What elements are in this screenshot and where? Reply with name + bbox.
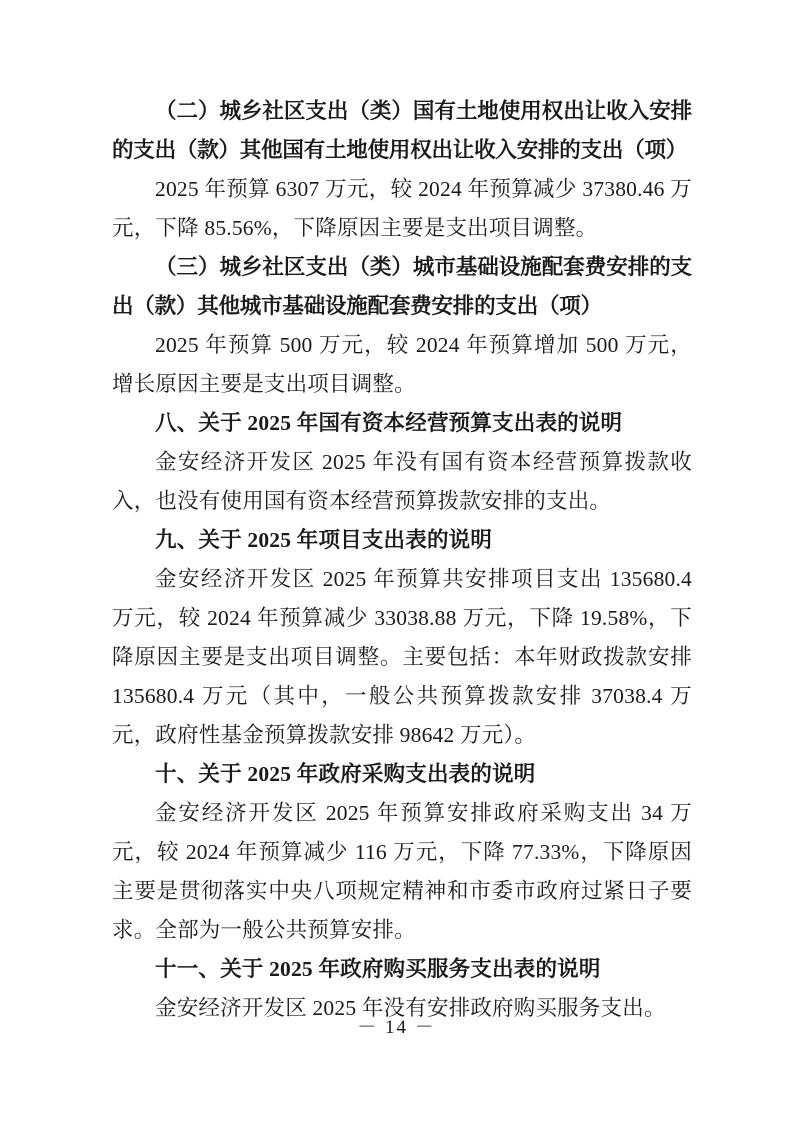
paragraph-section-2-body: 2025 年预算 6307 万元，较 2024 年预算减少 37380.46 万元，下降 85.56%，下降原因主要是支出项目调整。	[112, 177, 692, 240]
heading-item-10: 十、关于 2025 年政府采购支出表的说明	[155, 762, 536, 786]
paragraph-item-8-body: 金安经济开发区 2025 年没有国有资本经营预算拨款收入，也没有使用国有资本经营预算拨款安排的支出。	[112, 450, 692, 513]
paragraph-section-2-heading: （二）城乡社区支出（类）国有土地使用权出让收入安排的支出（款）其他国有土地使用权出让收入安排的支出（项）	[112, 99, 692, 162]
paragraph-section-3-body: 2025 年预算 500 万元，较 2024 年预算增加 500 万元，增长原因主要是支出项目调整。	[112, 333, 692, 396]
heading-item-8: 八、关于 2025 年国有资本经营预算支出表的说明	[155, 411, 623, 435]
paragraph-item-10-body: 金安经济开发区 2025 年预算安排政府采购支出 34 万元，较 2024 年预算减少 116 万元，下降 77.33%，下降原因主要是贯彻落实中央八项规定精神和市委市政府过紧日子要求。全部为一般公共预算安排。	[112, 801, 692, 942]
heading-item-11: 十一、关于 2025 年政府购买服务支出表的说明	[155, 957, 601, 981]
document-body	[112, 92, 692, 1028]
paragraph-item-11-body: 金安经济开发区 2025 年没有安排政府购买服务支出。	[155, 996, 666, 1020]
paragraph-item-9-body: 金安经济开发区 2025 年预算共安排项目支出 135680.4 万元，较 2024 年预算减少 33038.88 万元，下降 19.58%，下降原因主要是支出项目调整。主要包括：本年财政拨款安排 135680.4 万元（其中，一般公共预算拨款安排 37038.4 万元，政府性基金预算拨款安排 98642 万元）。	[112, 567, 692, 747]
heading-item-9: 九、关于 2025 年项目支出表的说明	[155, 528, 493, 552]
paragraph-section-3-heading: （三）城乡社区支出（类）城市基础设施配套费安排的支出（款）其他城市基础设施配套费安排的支出（项）	[112, 255, 692, 318]
page-number: － 14 －	[357, 1017, 436, 1038]
